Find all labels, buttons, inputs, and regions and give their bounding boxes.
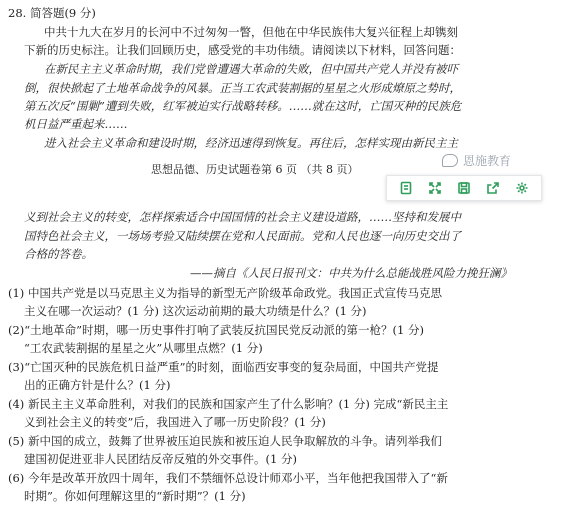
watermark [442, 152, 511, 169]
material-line-3: 第五次反“围剿”遭到失败，红军被迫实行战略转移。……就在这时，亡国灭种的民族危 [24, 99, 462, 113]
sub-question-3-line-2: 出的正确方针是什么？(1 分) [24, 378, 171, 392]
intro-line-1: 中共十九大在岁月的长河中不过匆匆一瞥，但他在中华民族伟大复兴征程上却镌刻 [44, 25, 458, 39]
sub-question-6-line-1: (6) 今年是改革开放四十周年，我们不禁缅怀总设计师邓小平，当年他把我国带入了“新 [8, 471, 448, 485]
save-icon[interactable] [455, 179, 473, 197]
material-line-6: 义到社会主义的转变，怎样探索适合中国国情的社会主义建设道路，……坚持和发展中 [24, 210, 461, 224]
material-line-5: 进入社会主义革命和建设时期，经济迅速得到恢复。再往后，怎样实现由新民主主 [44, 136, 458, 150]
intro-line-2: 下新的历史标注。让我们回顾历史，感受党的丰功伟绩。请阅读以下材料，回答问题： [24, 43, 461, 57]
sub-question-4-line-2: 义到社会主义的转变”后，我国进入了哪一历史阶段？(1 分) [24, 415, 326, 429]
copy-icon[interactable] [397, 179, 415, 197]
share-icon[interactable] [484, 179, 502, 197]
material-line-8: 合格的答卷。 [24, 247, 93, 261]
sub-question-2-line-1: (2)“土地革命”时期，哪一历史事件打响了武装反抗国民党反动派的第一枪？(1 分) [8, 323, 424, 337]
sub-question-1-line-2: 主义在哪一次运动？(1 分) 这次运动前期的最大功绩是什么？(1 分) [24, 304, 367, 318]
question-heading: 28. 简答题(9 分) [8, 6, 96, 20]
sub-question-3-line-1: (3)“亡国灭种的民族危机日益严重”的时刻，面临西安事变的复杂局面，中国共产党提 [8, 360, 439, 374]
sub-question-2-line-2: “工农武装割据的星星之火”从哪里点燃？(1 分) [24, 341, 263, 355]
sub-question-4-line-1: (4) 新民主主义革命胜利，对我们的民族和国家产生了什么影响？(1 分) 完成“新民主主 [8, 397, 449, 411]
sub-question-5-line-1: (5) 新中国的成立，鼓舞了世界被压迫民族和被压迫人民争取解放的斗争。请列举我们 [8, 434, 442, 448]
material-citation: ——摘自《人民日报刊文：中共为什么总能战胜风险力挽狂澜》 [190, 266, 512, 280]
fullscreen-icon[interactable] [426, 179, 444, 197]
material-line-7: 国特色社会主义，一场场考验又陆续摆在党和人民面前。党和人民也逐一向历史交出了 [24, 229, 461, 243]
wechat-logo-icon [442, 154, 458, 167]
sub-question-5-line-2: 建国初促进亚非人民团结反帝反殖的外交事件。(1 分) [24, 452, 297, 466]
watermark-text: 恩施教育 [463, 154, 512, 168]
material-line-4: 机日益严重起来…… [24, 117, 128, 131]
material-line-2: 倒，很快掀起了土地革命战争的风暴。正当工农武装割据的星星之火形成燎原之势时， [24, 81, 461, 95]
settings-icon[interactable] [513, 179, 531, 197]
sub-question-6-line-2: 时期”。你如何理解这里的“新时期”？(1 分) [24, 489, 246, 503]
floating-toolbar [386, 175, 542, 201]
sub-question-1-line-1: (1) 中国共产党是以马克思主义为指导的新型无产阶级革命政党。我国正式宣传马克思 [8, 286, 442, 300]
page-footer: 思想品德、历史试题卷第 6 页 （共 8 页） [151, 163, 359, 176]
material-line-1: 在新民主主义革命时期，我们党曾遭遇大革命的失败，但中国共产党人并没有被吓 [44, 62, 458, 76]
